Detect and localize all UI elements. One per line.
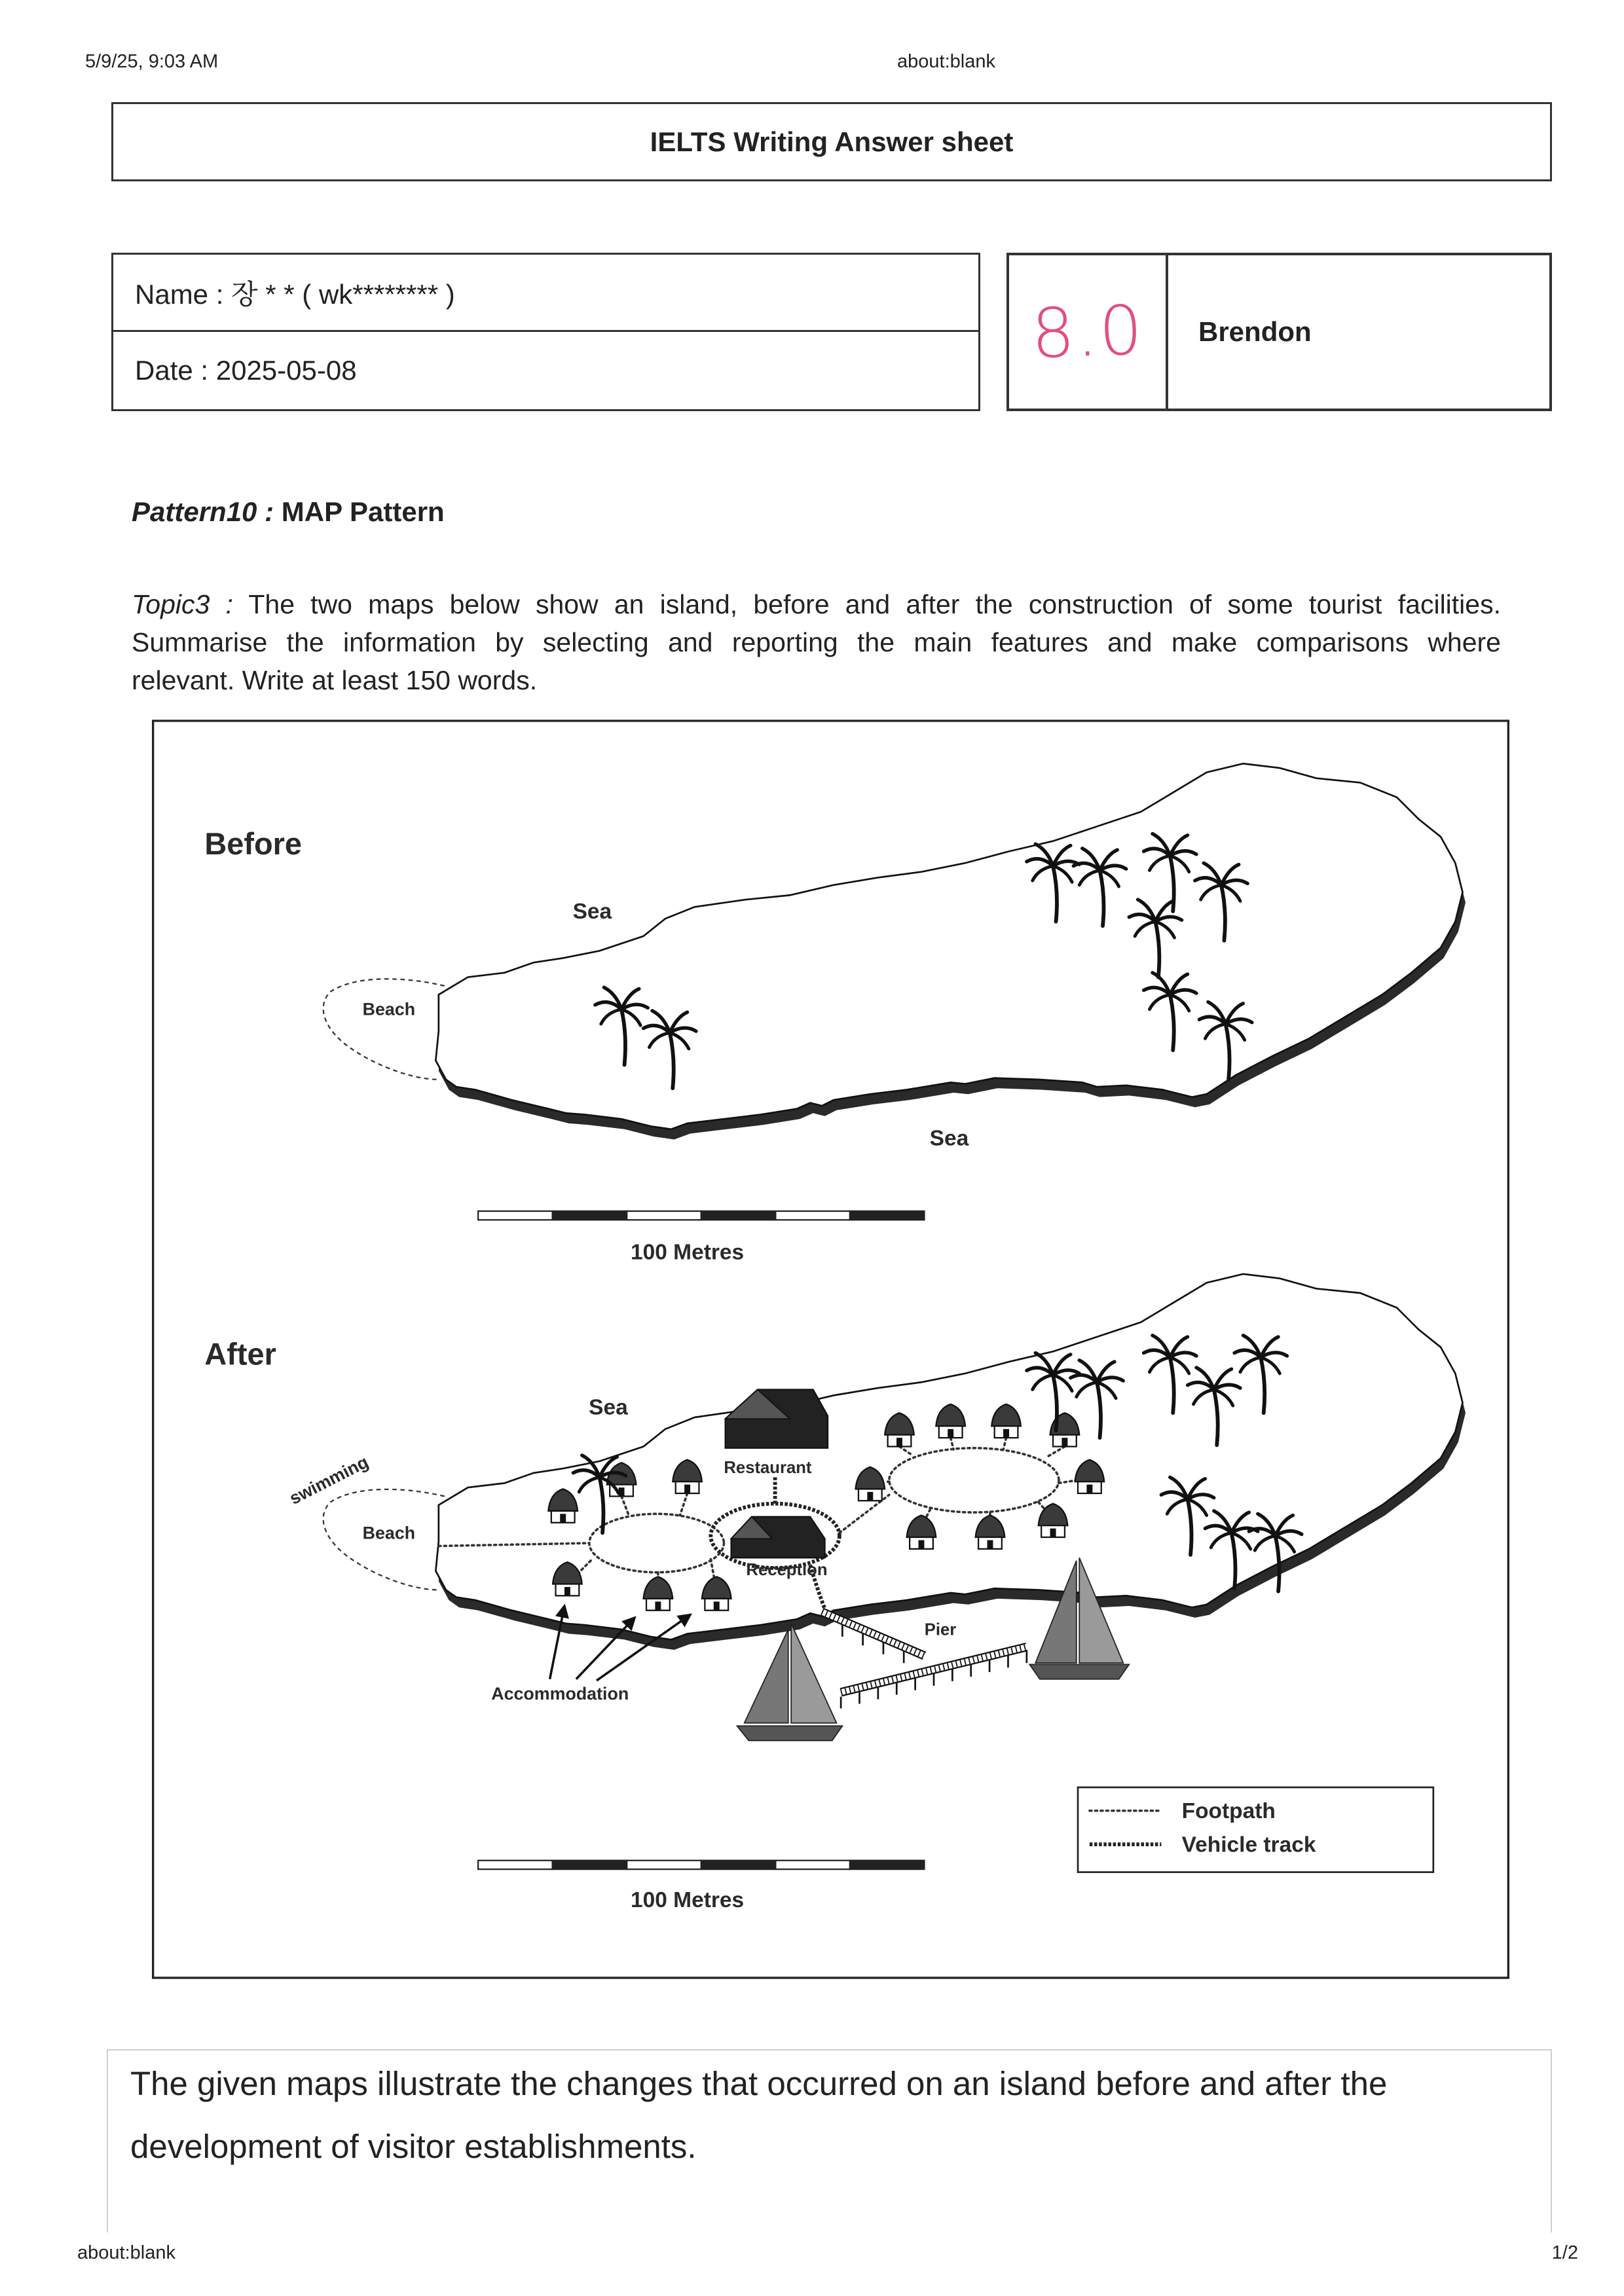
topic-label: Topic3 : — [132, 589, 233, 619]
student-date-row — [113, 332, 978, 409]
answer-line: development of visitor establishments. — [130, 2128, 697, 2165]
print-header-datetime: 5/9/25, 9:03 AM — [85, 51, 219, 72]
examiner-name: Brendon — [1198, 316, 1312, 347]
topic-prompt — [132, 585, 1501, 699]
scale-bar-segment — [850, 1211, 925, 1220]
scale-bar-segment — [553, 1211, 627, 1220]
after-scale-bar — [478, 1861, 924, 1869]
after-scale-label: 100 Metres — [630, 1888, 745, 1913]
reception-label: Reception — [746, 1561, 828, 1580]
topic-line — [132, 585, 1501, 623]
before-sea-bottom-label: Sea — [929, 1126, 969, 1151]
after-beach-label: Beach — [362, 1523, 416, 1543]
score-cell — [1009, 255, 1168, 409]
legend-vehicle-track-label: Vehicle track — [1181, 1832, 1316, 1857]
scale-bar-segment — [627, 1211, 701, 1220]
student-info-box — [111, 253, 980, 411]
before-sea-top-label: Sea — [572, 900, 612, 924]
answer-line: The given maps illustrate the changes that occurred on an island before and after the — [130, 2065, 1388, 2102]
scale-bar-segment — [627, 1861, 701, 1869]
examiner-cell — [1168, 255, 1549, 409]
restaurant-label: Restaurant — [724, 1458, 812, 1477]
swimming-label: swimming — [286, 1451, 372, 1508]
scale-bar-segment — [478, 1861, 553, 1869]
print-footer-url: about:blank — [77, 2242, 175, 2263]
legend-footpath-label: Footpath — [1181, 1798, 1276, 1823]
student-name-row — [113, 255, 978, 332]
topic-text: The two maps below show an island, before and after the construction of some tourist facilities. — [248, 589, 1501, 619]
topic-line: Summarise the information by selecting and reporting the main features and make comparisons where — [132, 627, 1501, 657]
before-scale-label: 100 Metres — [630, 1240, 745, 1265]
before-beach-label: Beach — [362, 999, 416, 1019]
pattern-label: Pattern10 : — [132, 496, 274, 527]
before-map-title: Before — [204, 826, 302, 861]
score-value: 8.0 — [1029, 290, 1145, 374]
scale-bar-segment — [775, 1211, 850, 1220]
pattern-heading — [132, 494, 445, 530]
sheet-title: IELTS Writing Answer sheet — [650, 126, 1014, 157]
scale-bar-segment — [478, 1211, 553, 1220]
pattern-name: MAP Pattern — [281, 496, 445, 527]
answer-text-box — [107, 2049, 1552, 2232]
after-sea-label: Sea — [589, 1395, 628, 1420]
student-name: Name : 장 * * ( wk******** ) — [135, 278, 455, 310]
pier-label: Pier — [924, 1620, 957, 1639]
print-header-url: about:blank — [897, 51, 995, 72]
submission-date: Date : 2025-05-08 — [135, 355, 357, 386]
sheet-title-box — [111, 102, 1552, 181]
topic-line: relevant. Write at least 150 words. — [132, 665, 538, 695]
before-scale-bar — [478, 1211, 924, 1220]
island-maps-figure — [152, 720, 1509, 1979]
accommodation-label: Accommodation — [491, 1684, 629, 1704]
after-map-title: After — [204, 1337, 276, 1372]
scale-bar-segment — [701, 1211, 776, 1220]
score-box — [1006, 253, 1552, 411]
scale-bar-segment — [775, 1861, 850, 1869]
map-legend — [1078, 1787, 1433, 1872]
scale-bar-segment — [701, 1861, 776, 1869]
scale-bar-segment — [553, 1861, 627, 1869]
print-footer-page-number: 1/2 — [1551, 2242, 1578, 2263]
scale-bar-segment — [850, 1861, 925, 1869]
